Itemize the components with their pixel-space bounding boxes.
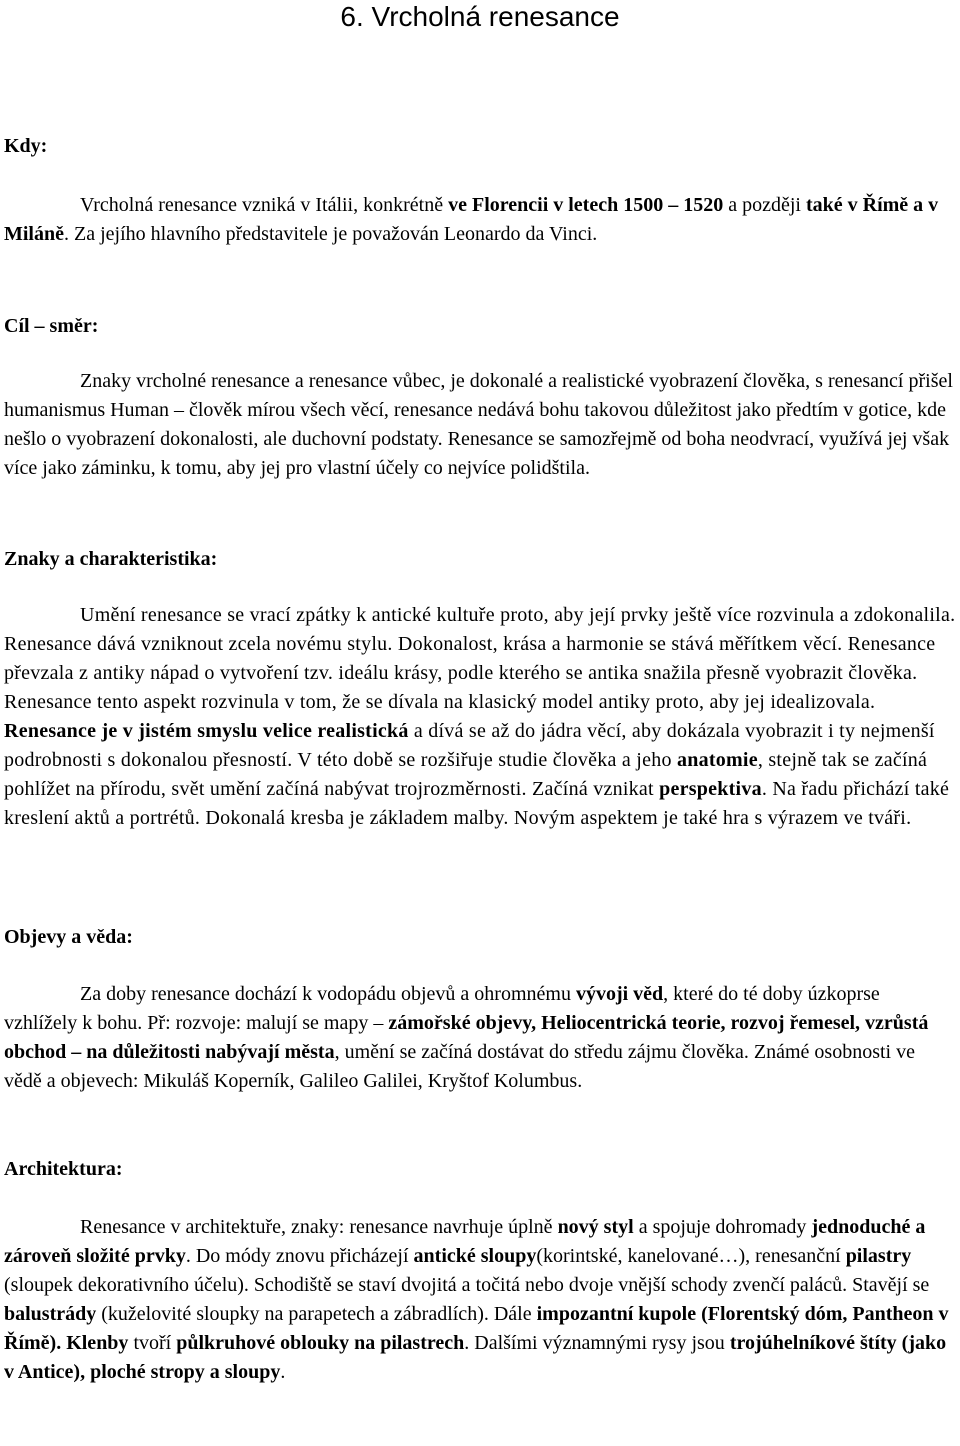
- bold-text-run: antické sloupy: [413, 1245, 537, 1267]
- bold-text-run: nový styl: [557, 1216, 634, 1238]
- bold-text-run: půlkruhové oblouky na pilastrech: [176, 1332, 465, 1354]
- heading-cil-smer: Cíl – směr:: [4, 315, 99, 337]
- bold-text-run: jednoduché a zároveň složité prvky: [4, 1216, 926, 1267]
- paragraph-architektura: [4, 1213, 956, 1387]
- text-run: , které do té doby úzkoprse vzhlížely k bohu. Př: rozvoje: malují se mapy –: [4, 983, 880, 1034]
- bold-text-run: balustrády: [4, 1303, 97, 1325]
- text-run: (kuželovité sloupky na parapetech a zábradlích). Dále: [96, 1303, 537, 1325]
- text-run: (sloupek dekorativního účelu). Schodiště se staví dvojitá a točitá nebo dvoje vnější schody zvenčí paláců. Stavějí se: [4, 1274, 930, 1296]
- bold-text-run: vývoji věd: [575, 983, 664, 1005]
- heading-architektura: Architektura:: [4, 1158, 123, 1180]
- paragraph-cil-smer: [4, 367, 956, 483]
- paragraph-kdy: [4, 191, 956, 249]
- text-run: .: [280, 1361, 286, 1383]
- paragraph-znaky: [4, 601, 956, 833]
- bold-text-run: perspektiva: [659, 778, 762, 800]
- page-title: 6. Vrcholná renesance: [340, 1, 620, 32]
- text-run: Znaky vrcholné renesance a renesance vůbec, je dokonalé a realistické vyobrazení člověka, s renesancí přišel humanismus Human – člověk mírou všech věcí, renesance nedává bohu takovou důležitost jako předtím v gotice, kde nešlo o vyobrazení dokonalosti, ale duchovní podstaty. Renesance se samozřejmě od boha neodvrací, využívá jej však více jako záminku, k tomu, aby jej pro vlastní účely co nejvíce polidštila.: [4, 370, 953, 479]
- text-run: tvoří: [128, 1332, 177, 1354]
- text-run: . Za jejího hlavního představitele je považován Leonardo da Vinci.: [64, 223, 598, 245]
- text-run: , umění se začíná dostávat do středu zájmu člověka. Známé osobnosti ve vědě a objevech: Mikuláš Koperník, Galileo Galilei, Kryštof Kolumbus.: [4, 1041, 915, 1092]
- bold-text-run: anatomie: [676, 749, 758, 771]
- bold-text-run: zámořské objevy, Heliocentrická teorie, rozvoj řemesel, vzrůstá obchod – na důležitosti nabývají města: [4, 1012, 929, 1063]
- bold-text-run: trojúhelníkové štíty (jako v Antice), ploché stropy a sloupy: [4, 1332, 947, 1383]
- text-run: . Do módy znovu přicházejí: [185, 1245, 414, 1267]
- bold-text-run: pilastry: [845, 1245, 912, 1267]
- text-run: Za doby renesance dochází k vodopádu objevů a ohromnému: [80, 983, 576, 1005]
- text-run: Vrcholná renesance vzniká v Itálii, konkrétně: [80, 194, 449, 216]
- text-run: a dívá se až do jádra věcí, aby dokázala vyobrazit i ty nejmenší podrobnosti s dokonalou přesností. V této době se rozšiřuje studie člověka a jeho: [4, 720, 935, 771]
- paragraph-objevy: [4, 980, 956, 1096]
- text-run: Umění renesance se vrací zpátky k antické kultuře proto, aby její prvky ještě více rozvinula a zdokonalila. Renesance dává vzniknout zcela novému stylu. Dokonalost, krása a harmonie se stává měřítkem věcí. Renesance převzala z antiky nápad o vytvoření tzv. ideálu krásy, podle kterého se antika snažila přesně vyobrazit člověka. Renesance tento aspekt rozvinula v tom, že se dívala na klasický model antiky proto, aby jej idealizovala.: [4, 604, 956, 713]
- text-run: . Dalšími významnými rysy jsou: [464, 1332, 730, 1354]
- text-run: Renesance v architektuře, znaky: renesance navrhuje úplně: [80, 1216, 558, 1238]
- text-run: , stejně tak se začíná pohlížet na přírodu, svět umění začíná nabývat trojrozměrnosti. Začíná vznikat: [4, 749, 928, 800]
- bold-text-run: také v Římě a v Miláně: [4, 194, 939, 245]
- heading-kdy: Kdy:: [4, 135, 48, 157]
- text-run: . Na řadu přichází také kreslení aktů a portrétů. Dokonalá kresba je základem malby. Novým aspektem je také hra s výrazem ve tváři.: [4, 778, 950, 829]
- heading-objevy: Objevy a věda:: [4, 926, 133, 948]
- text-run: a později: [723, 194, 806, 216]
- bold-text-run: Renesance je v jistém smyslu velice realistická: [4, 720, 409, 742]
- bold-text-run: impozantní kupole (Florentský dóm, Pantheon v Římě). Klenby: [4, 1303, 949, 1354]
- text-run: a spojuje dohromady: [633, 1216, 812, 1238]
- text-run: (korintské, kanelované…), renesanční: [536, 1245, 846, 1267]
- heading-znaky: Znaky a charakteristika:: [4, 548, 218, 570]
- bold-text-run: ve Florencii v letech 1500 – 1520: [448, 194, 724, 216]
